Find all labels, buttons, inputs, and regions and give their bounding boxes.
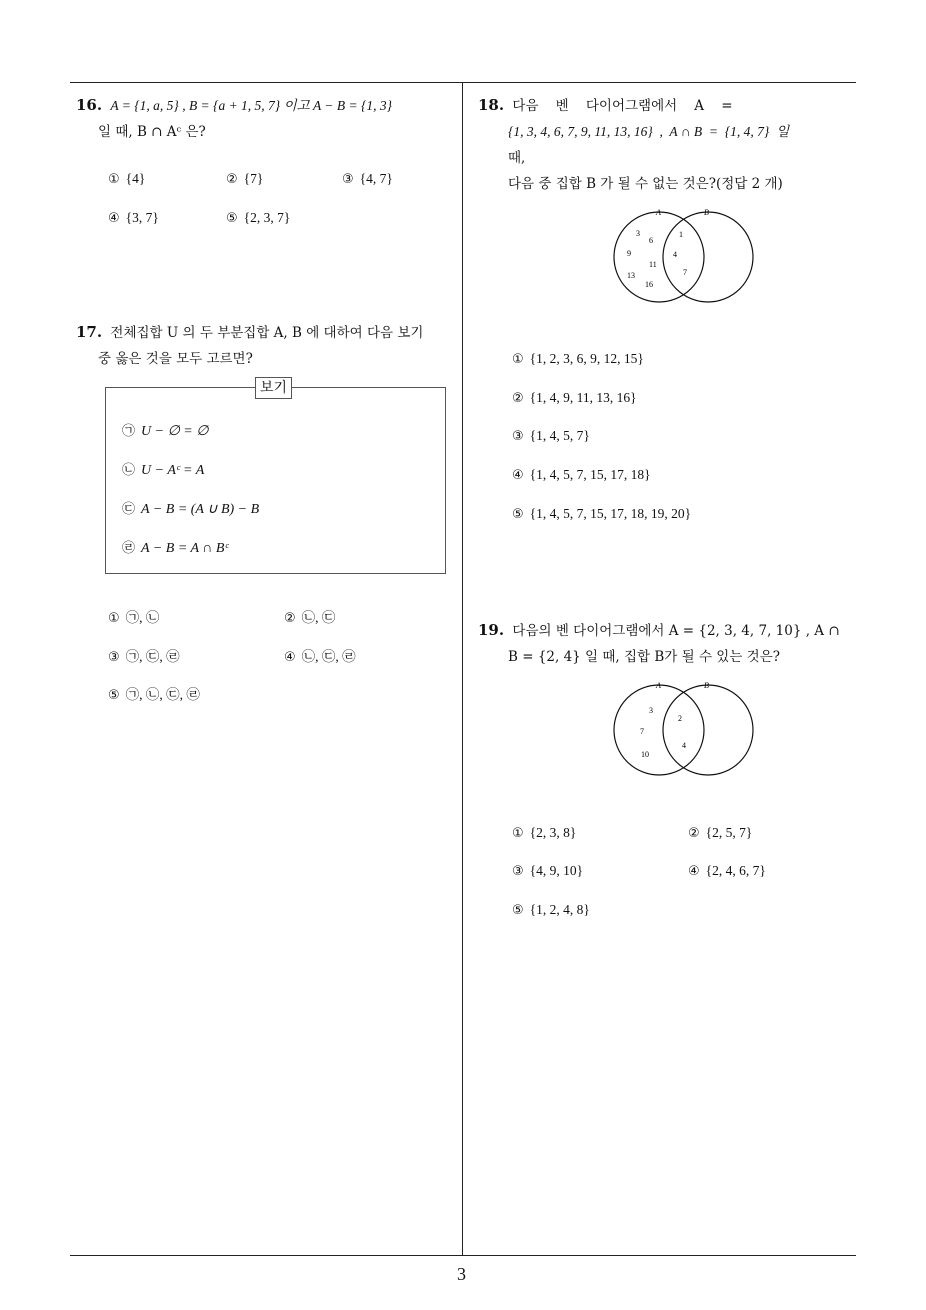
option-4[interactable]: ④ {2, 4, 6, 7}	[688, 863, 766, 879]
element: 11	[649, 260, 657, 269]
option-5[interactable]: ⑤ {1, 2, 4, 8}	[512, 902, 590, 918]
question-19	[478, 617, 862, 670]
question-18	[478, 92, 860, 197]
option-5[interactable]: ⑤ ㉠, ㉡, ㉢, ㉣	[108, 687, 200, 703]
question-text-line1: 전체집합 U 의 두 부분집합 A, B 에 대하여 다음 보기	[110, 325, 424, 341]
statement-2: ㉡ U − Aᶜ = A	[122, 463, 205, 478]
option-2[interactable]: ② {7}	[226, 171, 264, 187]
option-2[interactable]: ② ㉡, ㉢	[284, 610, 336, 626]
element: 4	[682, 741, 686, 750]
statement-1: ㉠ U − ∅ = ∅	[122, 424, 209, 439]
question-text-line1: 다음 벤 다이어그램에서 A =	[512, 98, 733, 114]
option-2[interactable]: ② {2, 5, 7}	[688, 825, 753, 841]
element: 13	[627, 271, 635, 280]
element: 7	[640, 727, 644, 736]
column-divider	[462, 82, 463, 1256]
option-1[interactable]: ① {2, 3, 8}	[512, 825, 577, 841]
bogi-title: 보기	[255, 377, 292, 399]
set-a-label: A	[656, 681, 661, 690]
element: 6	[649, 236, 653, 245]
option-3[interactable]: ③ ㉠, ㉢, ㉣	[108, 649, 180, 665]
element: 9	[627, 249, 631, 258]
element: 10	[641, 750, 649, 759]
question-17	[76, 319, 460, 372]
option-5[interactable]: ⑤ {1, 4, 5, 7, 15, 17, 18, 19, 20}	[512, 506, 692, 522]
option-3[interactable]: ③ {4, 9, 10}	[512, 863, 584, 879]
question-text-line4: 다음 중 집합 B 가 될 수 없는 것은?(정답 2 개)	[508, 176, 783, 192]
statement-3: ㉢ A − B = (A ∪ B) − B	[122, 502, 260, 517]
question-16	[76, 92, 456, 145]
question-text-line3: 때,	[508, 150, 526, 166]
option-1[interactable]: ① {4}	[108, 171, 146, 187]
option-3[interactable]: ③ {1, 4, 5, 7}	[512, 428, 590, 444]
element: 1	[679, 230, 683, 239]
option-1[interactable]: ① ㉠, ㉡	[108, 610, 160, 626]
question-text-line1: A = {1, a, 5} , B = {a + 1, 5, 7} 이고 A − B = {1, 3}	[110, 98, 393, 113]
question-text-line2: B = {2, 4} 일 때, 집합 B가 될 수 있는 것은?	[508, 649, 780, 665]
statement-4: ㉣ A − B = A ∩ Bᶜ	[122, 541, 229, 556]
page-number: 3	[457, 1264, 466, 1284]
bottom-rule	[70, 1255, 856, 1256]
question-number: 19.	[478, 621, 505, 639]
venn-diagram-18	[605, 205, 765, 305]
question-text-line1: 다음의 벤 다이어그램에서 A = {2, 3, 4, 7, 10} , A ∩	[512, 623, 840, 639]
set-b-label: B	[704, 208, 709, 217]
option-1[interactable]: ① {1, 2, 3, 6, 9, 12, 15}	[512, 351, 644, 367]
element: 4	[673, 250, 677, 259]
question-number: 18.	[478, 96, 505, 114]
set-b-label: B	[704, 681, 709, 690]
set-a-circle	[614, 685, 704, 775]
question-text-line2: 일 때, B ∩ Aᶜ 은?	[98, 124, 206, 140]
question-text-line2: 중 옳은 것을 모두 고르면?	[98, 351, 253, 367]
element: 3	[649, 706, 653, 715]
venn-diagram-19	[605, 678, 765, 778]
question-text-line2: {1, 3, 4, 6, 7, 9, 11, 13, 16} , A ∩ B = {1, 4, 7} 일	[508, 124, 790, 139]
set-a-label: A	[656, 208, 661, 217]
question-number: 16.	[76, 96, 103, 114]
element: 2	[678, 714, 682, 723]
option-4[interactable]: ④ ㉡, ㉢, ㉣	[284, 649, 356, 665]
option-4[interactable]: ④ {3, 7}	[108, 210, 159, 226]
element: 16	[645, 280, 653, 289]
option-2[interactable]: ② {1, 4, 9, 11, 13, 16}	[512, 390, 637, 406]
option-3[interactable]: ③ {4, 7}	[342, 171, 393, 187]
option-4[interactable]: ④ {1, 4, 5, 7, 15, 17, 18}	[512, 467, 651, 483]
element: 3	[636, 229, 640, 238]
option-5[interactable]: ⑤ {2, 3, 7}	[226, 210, 291, 226]
question-number: 17.	[76, 323, 103, 341]
top-rule	[70, 82, 856, 83]
set-b-circle	[663, 685, 753, 775]
element: 7	[683, 268, 687, 277]
